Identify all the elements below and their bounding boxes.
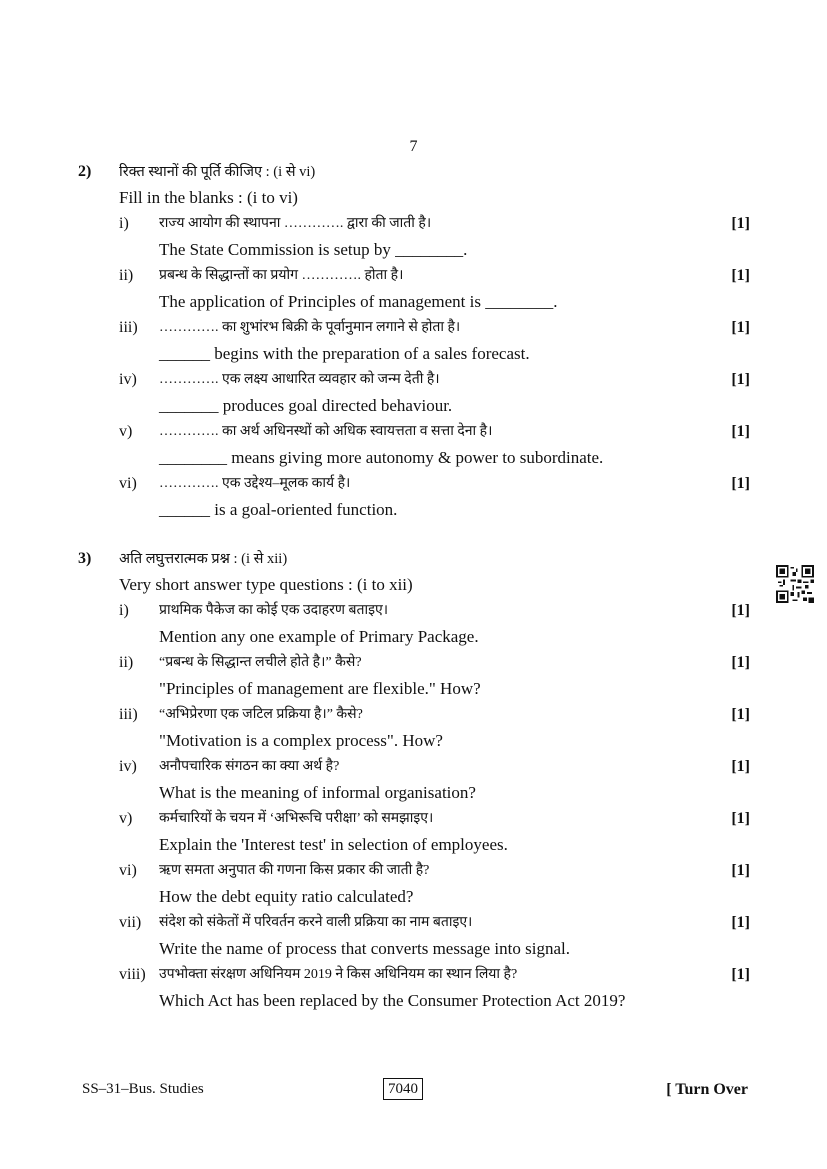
question-heading-english: Very short answer type questions : (i to xii) (119, 575, 413, 594)
item-text-english: Explain the 'Interest test' in selection of employees. (159, 835, 508, 854)
question-3-header (78, 546, 750, 572)
question-item (78, 367, 750, 419)
item-number: iv) (119, 371, 137, 388)
item-number: ii) (119, 267, 134, 284)
question-number: 3) (78, 550, 92, 567)
item-text-english: What is the meaning of informal organisation? (159, 783, 476, 802)
question-item (78, 910, 750, 962)
qr-code-icon (776, 565, 814, 603)
paper-code: SS–31–Bus. Studies (82, 1081, 204, 1097)
item-number: i) (119, 215, 129, 232)
item-number: iii) (119, 706, 138, 723)
item-marks: [1] (731, 319, 750, 336)
item-text-hindi: ऋण समता अनुपात की गणना किस प्रकार की जाती है? (159, 863, 430, 878)
item-text-hindi: प्रबन्ध के सिद्धान्तों का प्रयोग …………. होता है। (159, 268, 404, 283)
item-number: iii) (119, 319, 138, 336)
question-item (78, 419, 750, 471)
question-item (78, 702, 750, 754)
question-item (78, 858, 750, 910)
question-2-header (78, 159, 750, 185)
item-marks: [1] (731, 267, 750, 284)
item-text-english: ______ is a goal-oriented function. (159, 500, 398, 519)
item-marks: [1] (731, 423, 750, 440)
item-marks: [1] (731, 862, 750, 879)
item-number: vi) (119, 862, 137, 879)
question-item (78, 806, 750, 858)
question-item (78, 598, 750, 650)
item-number: iv) (119, 758, 137, 775)
question-item (78, 754, 750, 806)
item-marks: [1] (731, 371, 750, 388)
question-heading-english: Fill in the blanks : (i to vi) (119, 188, 298, 207)
item-text-hindi: संदेश को संकेतों में परिवर्तन करने वाली प्रक्रिया का नाम बताइए। (159, 915, 473, 930)
item-marks: [1] (731, 706, 750, 723)
item-number: viii) (119, 966, 146, 983)
item-number: v) (119, 810, 133, 827)
item-text-english: ______ begins with the preparation of a sales forecast. (159, 344, 530, 363)
item-marks: [1] (731, 215, 750, 232)
item-text-english: The application of Principles of management is ________. (159, 292, 558, 311)
item-text-hindi: “प्रबन्ध के सिद्धान्त लचीले होते है।” कैसे? (159, 655, 362, 670)
item-text-english: How the debt equity ratio calculated? (159, 887, 414, 906)
item-text-hindi: राज्य आयोग की स्थापना …………. द्वारा की जाती है। (159, 216, 432, 231)
question-item (78, 263, 750, 315)
item-number: i) (119, 602, 129, 619)
item-text-hindi: “अभिप्रेरणा एक जटिल प्रक्रिया है।” कैसे? (159, 707, 363, 722)
question-item (78, 962, 750, 1014)
paper-number-box: 7040 (383, 1078, 423, 1100)
item-number: vii) (119, 914, 142, 931)
item-number: ii) (119, 654, 134, 671)
item-text-english: ________ means giving more autonomy & power to subordinate. (159, 448, 604, 467)
item-text-english: "Principles of management are flexible." How? (159, 679, 481, 698)
question-item (78, 650, 750, 702)
item-marks: [1] (731, 654, 750, 671)
item-text-english: "Motivation is a complex process". How? (159, 731, 443, 750)
turn-over-label: [ Turn Over (666, 1081, 748, 1098)
item-text-hindi: …………. का शुभांरभ बिक्री के पूर्वानुमान लगाने से होता है। (159, 320, 461, 335)
question-item (78, 471, 750, 523)
item-text-hindi: प्राथमिक पैकेज का कोई एक उदाहरण बताइए। (159, 603, 389, 618)
question-3 (78, 546, 750, 1014)
question-heading-hindi: अति लघुत्तरात्मक प्रश्न : (i से xii) (119, 551, 288, 567)
item-text-english: Write the name of process that converts message into signal. (159, 939, 570, 958)
item-text-hindi: …………. एक लक्ष्य आधारित व्यवहार को जन्म देती है। (159, 372, 440, 387)
item-text-hindi: अनौपचारिक संगठन का क्या अर्थ है? (159, 759, 340, 774)
item-text-english: Which Act has been replaced by the Consumer Protection Act 2019? (159, 991, 626, 1010)
item-text-hindi: कर्मचारियों के चयन में ‘अभिरूचि परीक्षा’ को समझाइए। (159, 811, 434, 826)
item-text-english: Mention any one example of Primary Package. (159, 627, 479, 646)
item-text-hindi: …………. का अर्थ अधिनस्थों को अधिक स्वायत्तता व सत्ता देना है। (159, 424, 493, 439)
item-text-hindi: …………. एक उद्देश्य–मूलक कार्य है। (159, 476, 351, 491)
item-number: vi) (119, 475, 137, 492)
item-marks: [1] (731, 758, 750, 775)
question-item (78, 211, 750, 263)
item-marks: [1] (731, 475, 750, 492)
item-number: v) (119, 423, 133, 440)
item-marks: [1] (731, 602, 750, 619)
item-marks: [1] (731, 810, 750, 827)
item-text-hindi: उपभोक्ता संरक्षण अधिनियम 2019 ने किस अधिनियम का स्थान लिया है? (159, 967, 518, 982)
question-heading-hindi: रिक्त स्थानों की पूर्ति कीजिए : (i से vi) (119, 164, 316, 180)
question-item (78, 315, 750, 367)
page-number: 7 (409, 138, 418, 155)
item-marks: [1] (731, 966, 750, 983)
item-text-english: The State Commission is setup by ________. (159, 240, 468, 259)
item-marks: [1] (731, 914, 750, 931)
question-number: 2) (78, 163, 92, 180)
question-2 (78, 159, 750, 523)
item-text-english: _______ produces goal directed behaviour. (159, 396, 453, 415)
